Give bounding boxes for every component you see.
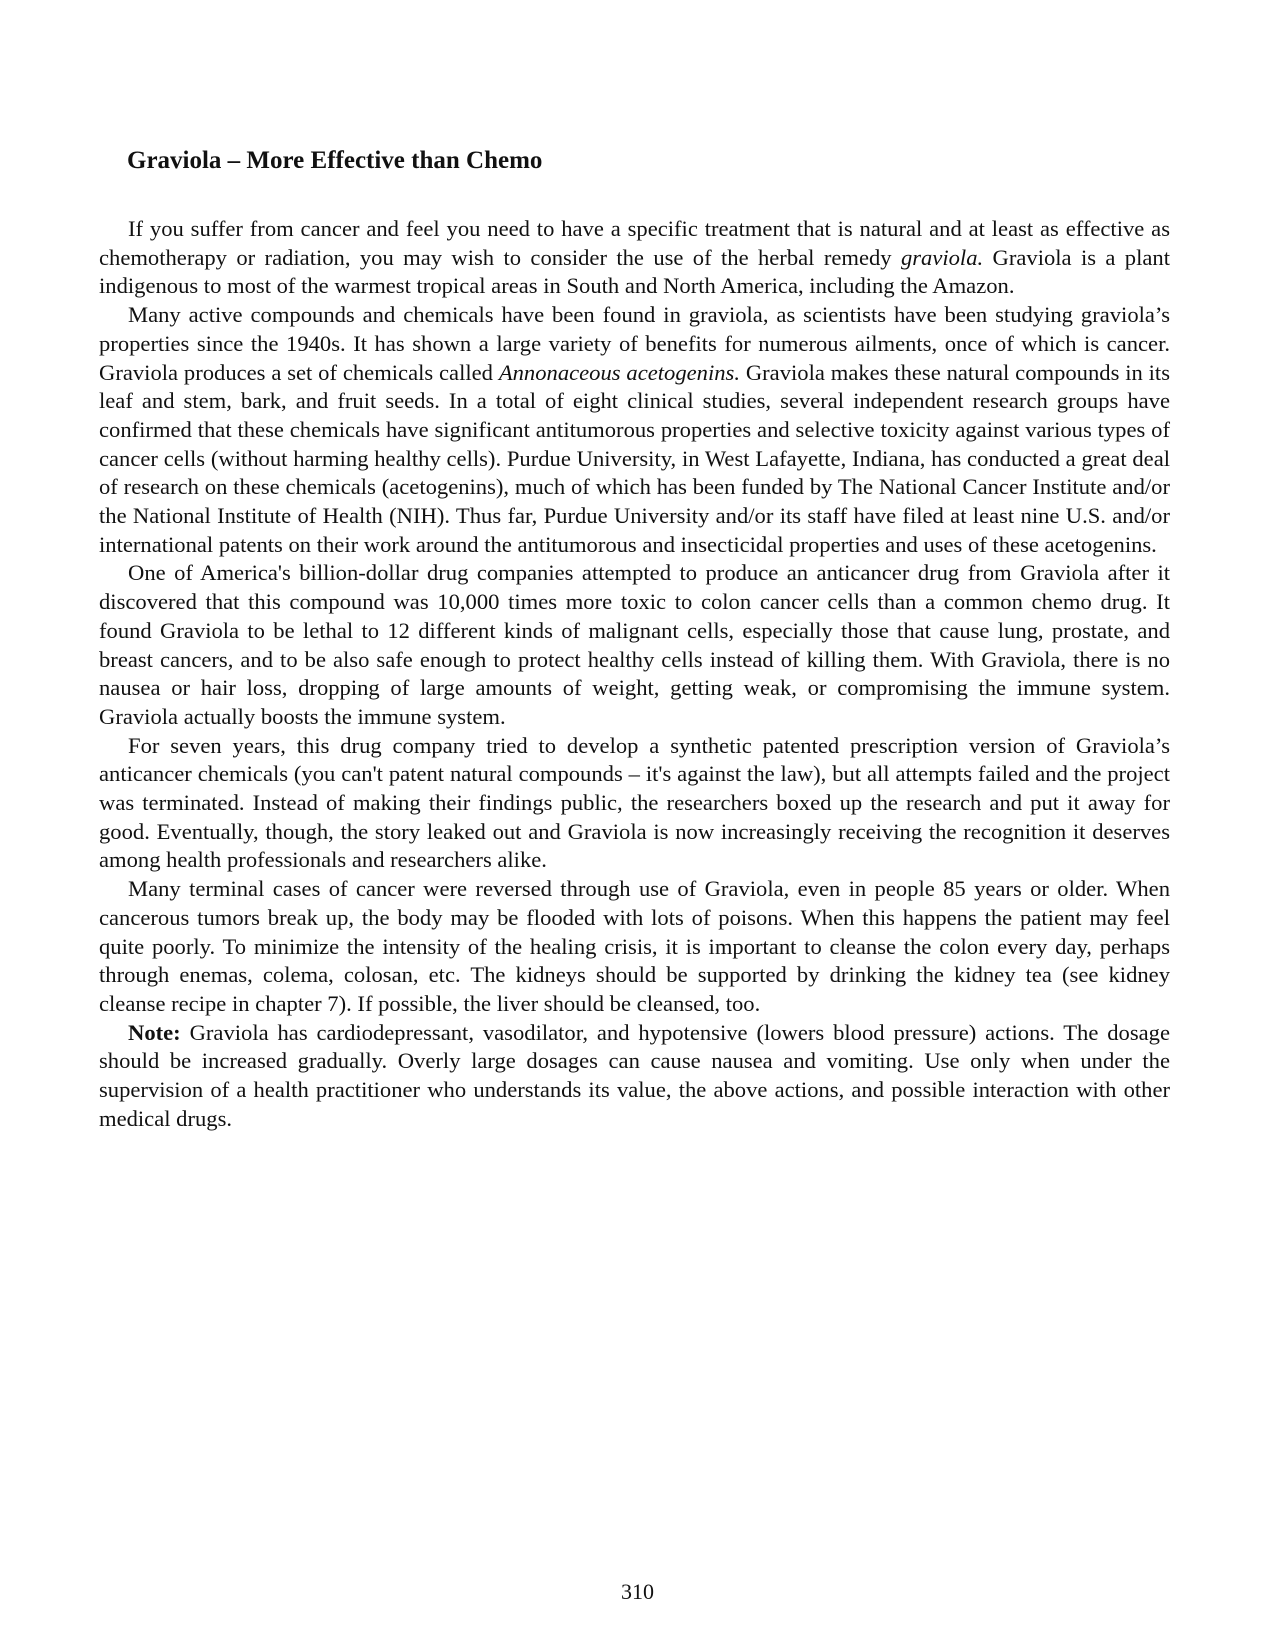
- paragraph-compounds-text-end: Graviola makes these natural compounds in its leaf and stem, bark, and fruit seeds. In a total of eight clinical studies, several independent research groups have confirmed that these chemicals have significant antitumorous properties and selective toxicity against various types of cancer cells (without harming healthy cells). Purdue University, in West Lafayette, Indiana, has conducted a great deal of research on these chemicals (acetogenins), much of which has been funded by The National Cancer Institute and/or the National Institute of Health (NIH). Thus far, Purdue University and/or its staff have filed at least nine U.S. and/or international patents on their work around the antitumorous and insecticidal properties and uses of these acetogenins.: [99, 359, 1170, 557]
- paragraph-drug-company: One of America's billion-dollar drug companies attempted to produce an anticancer drug from Graviola after it discovered that this compound was 10,000 times more toxic to colon cancer cells than a common chemo drug. It found Graviola to be lethal to 12 different kinds of malignant cells, especially those that cause lung, prostate, and breast cancers, and to be also safe enough to protect healthy cells instead of killing them. With Graviola, there is no nausea or hair loss, dropping of large amounts of weight, getting weak, or compromising the immune system. Graviola actually boosts the immune system.: [99, 560, 1170, 729]
- paragraph-intro-text-end: Graviola is a plant indigenous to most of the warmest tropical areas in South and North America, including the Amazon.: [99, 244, 1170, 299]
- paragraph-seven-years: For seven years, this drug company tried to develop a synthetic patented prescription version of Graviola’s anticancer chemicals (you can't patent natural compounds – it's against the law), but all attempts failed and the project was terminated. Instead of making their findings public, the researchers boxed up the research and put it away for good. Eventually, though, the story leaked out and Graviola is now increasingly receiving the recognition it deserves among health professionals and researchers alike.: [99, 732, 1170, 873]
- paragraph-terminal-cases: Many terminal cases of cancer were reversed through use of Graviola, even in people 85 years or older. When cancerous tumors break up, the body may be flooded with lots of poisons. When this happens the patient may feel quite poorly. To minimize the intensity of the healing crisis, it is important to cleanse the colon every day, perhaps through enemas, colema, colosan, etc. The kidneys should be supported by drinking the kidney tea (see kidney cleanse recipe in chapter 7). If possible, the liver should be cleansed, too.: [99, 876, 1170, 1016]
- graviola-italic-term: graviola.: [900, 244, 984, 270]
- note-text: Graviola has cardiodepressant, vasodilator, and hypotensive (lowers blood pressure) actions. The dosage should be increased gradually. Overly large dosages can cause nausea and vomiting. Use only when under the supervision of a health practitioner who understands its value, the above actions, and possible interaction with other medical drugs.: [99, 1019, 1170, 1131]
- note-label: Note:: [128, 1019, 181, 1045]
- body-text: [99, 215, 1170, 1134]
- section-heading: Graviola – More Effective than Chemo: [127, 147, 543, 174]
- paragraph-intro: [99, 215, 1170, 301]
- paragraph-compounds-text: Many active compounds and chemicals have been found in graviola, as scientists have been studying graviola’s properties since the 1940s. It has shown a large variety of benefits for numerous ailments, once of which is cancer. Graviola produces a set of chemicals called: [99, 302, 1170, 385]
- paragraph-note: [99, 1019, 1170, 1134]
- page-number: 310: [621, 1579, 654, 1604]
- paragraph-intro-text: If you suffer from cancer and feel you need to have a specific treatment that is natural and at least as effective as chemotherapy or radiation, you may wish to consider the use of the herbal remedy: [99, 216, 1170, 270]
- paragraph-compounds: [99, 301, 1170, 559]
- acetogenins-italic-term: Annonaceous acetogenins.: [498, 359, 740, 385]
